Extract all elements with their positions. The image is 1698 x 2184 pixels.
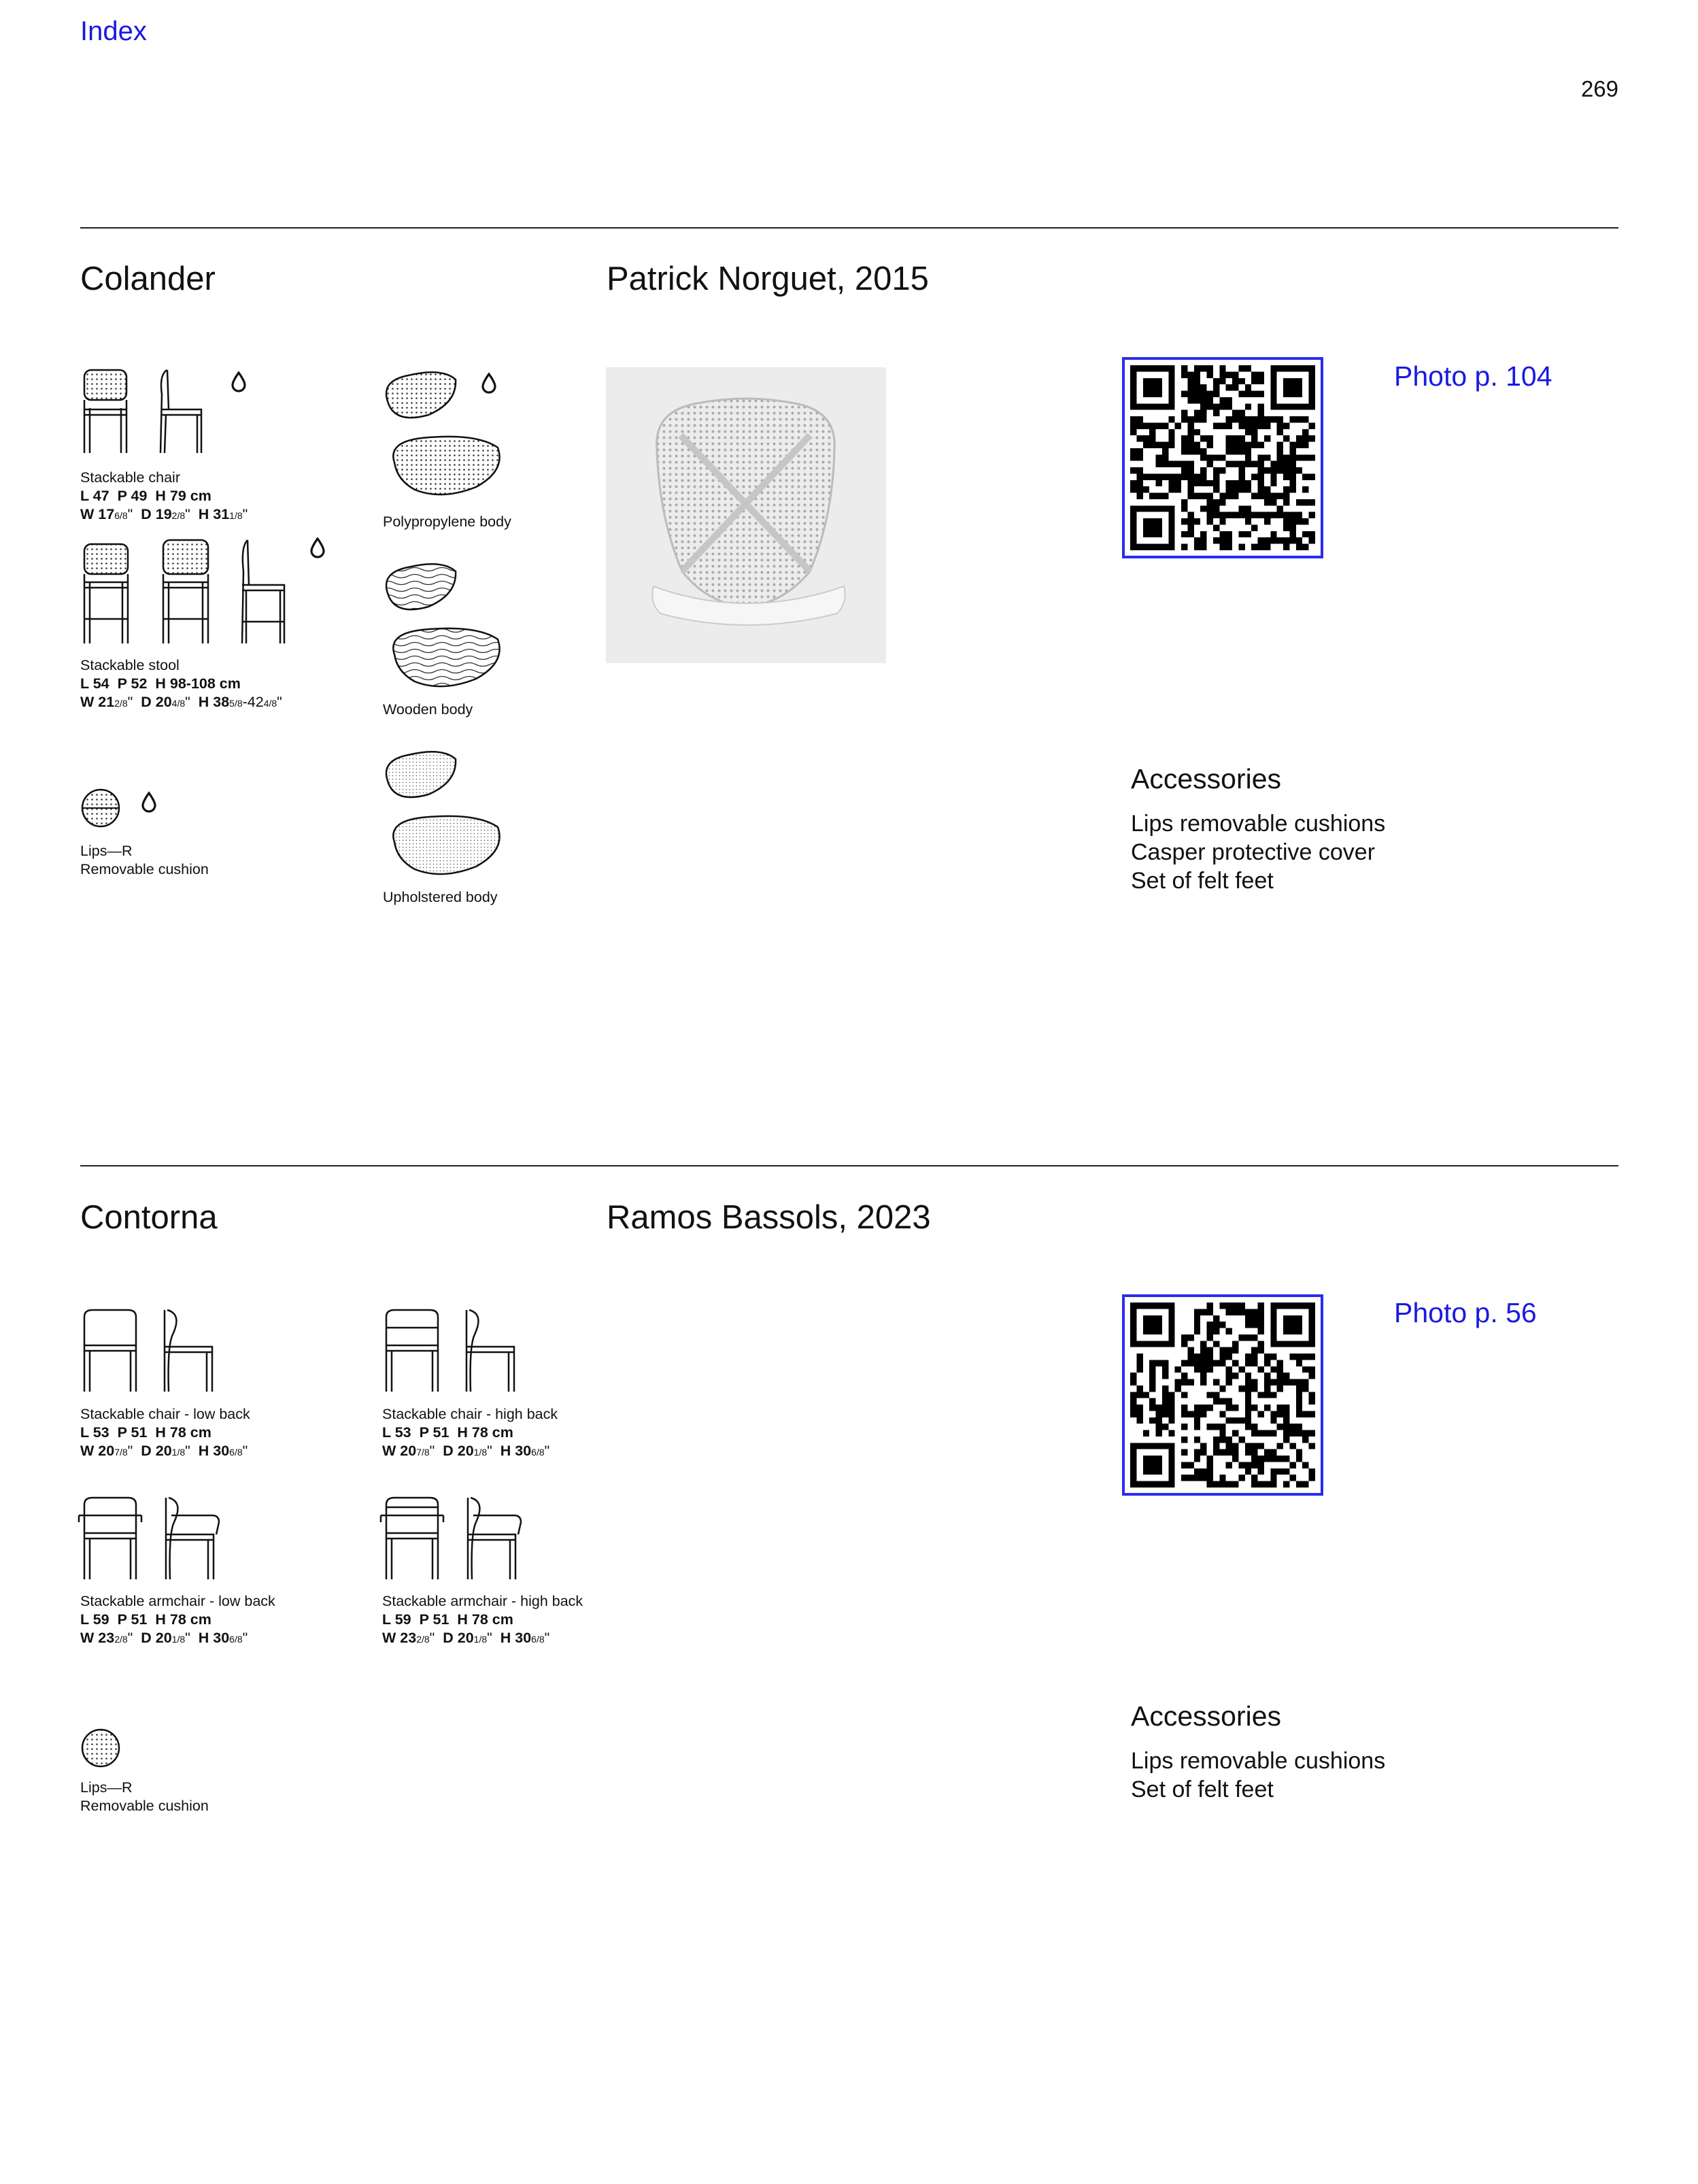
accessory-item: Lips removable cushions xyxy=(1131,1748,1386,1774)
section-divider xyxy=(80,1165,1618,1166)
section-divider xyxy=(80,227,1618,229)
imperial-dimensions: W 232/8" D 201/8" H 306/8" xyxy=(80,1630,248,1646)
accessories-title: Accessories xyxy=(1131,763,1282,794)
chair-outdoor-icon xyxy=(80,367,264,456)
product-caption xyxy=(80,469,248,525)
cushion-icon xyxy=(80,1728,128,1768)
armchair-high-back-icon xyxy=(378,1495,534,1583)
index-link[interactable]: Index xyxy=(80,16,147,46)
product-label: Lips—R xyxy=(80,843,133,859)
chair-high-back-icon xyxy=(382,1307,532,1396)
product-label: Stackable chair xyxy=(80,469,180,486)
product-label: Removable cushion xyxy=(80,861,209,877)
product-caption xyxy=(382,1592,583,1649)
metric-dimensions: L 59 P 51 H 78 cm xyxy=(80,1611,211,1628)
designer-year: Ramos Bassols, 2023 xyxy=(607,1199,931,1236)
product-label: Stackable chair - low back xyxy=(80,1406,250,1422)
accessories-title: Accessories xyxy=(1131,1700,1282,1732)
metric-dimensions: L 47 P 49 H 79 cm xyxy=(80,488,211,504)
chair-low-back-icon xyxy=(80,1307,230,1396)
qr-code[interactable] xyxy=(1122,1294,1323,1496)
photo-page-link[interactable]: Photo p. 104 xyxy=(1394,360,1552,392)
wooden-body-icon xyxy=(381,559,517,688)
product-caption xyxy=(382,1405,558,1462)
imperial-dimensions: W 207/8" D 201/8" H 306/8" xyxy=(382,1443,550,1459)
imperial-dimensions: W 207/8" D 201/8" H 306/8" xyxy=(80,1443,248,1459)
metric-dimensions: L 54 P 52 H 98-108 cm xyxy=(80,675,241,692)
product-photo xyxy=(606,367,886,663)
accessories-list xyxy=(1131,809,1385,895)
product-name: Contorna xyxy=(80,1199,218,1236)
product-label: Lips—R xyxy=(80,1779,133,1796)
accessories-list xyxy=(1131,1747,1385,1804)
page-number: 269 xyxy=(1580,76,1618,101)
product-label: Removable cushion xyxy=(80,1798,209,1814)
accessory-item: Lips removable cushions xyxy=(1131,811,1386,837)
photo-page-link[interactable]: Photo p. 56 xyxy=(1394,1297,1537,1328)
product-label: Stackable chair - high back xyxy=(382,1406,558,1422)
accessory-item: Set of felt feet xyxy=(1131,1777,1274,1802)
product-caption xyxy=(80,1405,250,1462)
polypropylene-body-icon xyxy=(381,367,517,497)
upholstered-body-icon xyxy=(381,747,517,876)
metric-dimensions: L 53 P 51 H 78 cm xyxy=(382,1424,513,1441)
accessory-item: Casper protective cover xyxy=(1131,839,1376,865)
imperial-dimensions: W 176/8" D 192/8" H 311/8" xyxy=(80,506,248,522)
cushion-icon xyxy=(80,788,169,828)
product-label: Stackable stool xyxy=(80,657,180,673)
body-label: Wooden body xyxy=(383,701,473,718)
body-label: Upholstered body xyxy=(383,889,498,905)
product-caption xyxy=(80,842,209,879)
accessory-item: Set of felt feet xyxy=(1131,868,1274,894)
metric-dimensions: L 59 P 51 H 78 cm xyxy=(382,1611,513,1628)
metric-dimensions: L 53 P 51 H 78 cm xyxy=(80,1424,211,1441)
body-label: Polypropylene body xyxy=(383,514,511,530)
product-name: Colander xyxy=(80,261,216,297)
product-caption xyxy=(80,656,282,713)
imperial-dimensions: W 232/8" D 201/8" H 306/8" xyxy=(382,1630,550,1646)
imperial-dimensions: W 212/8" D 204/8" H 385/8-424/8" xyxy=(80,694,282,710)
armchair-low-back-icon xyxy=(76,1495,233,1583)
product-caption xyxy=(80,1779,209,1815)
product-label: Stackable armchair - low back xyxy=(80,1593,275,1609)
product-caption xyxy=(80,1592,275,1649)
product-label: Stackable armchair - high back xyxy=(382,1593,583,1609)
stool-outdoor-icon xyxy=(80,537,339,646)
qr-code[interactable] xyxy=(1122,357,1323,558)
designer-year: Patrick Norguet, 2015 xyxy=(607,261,929,297)
